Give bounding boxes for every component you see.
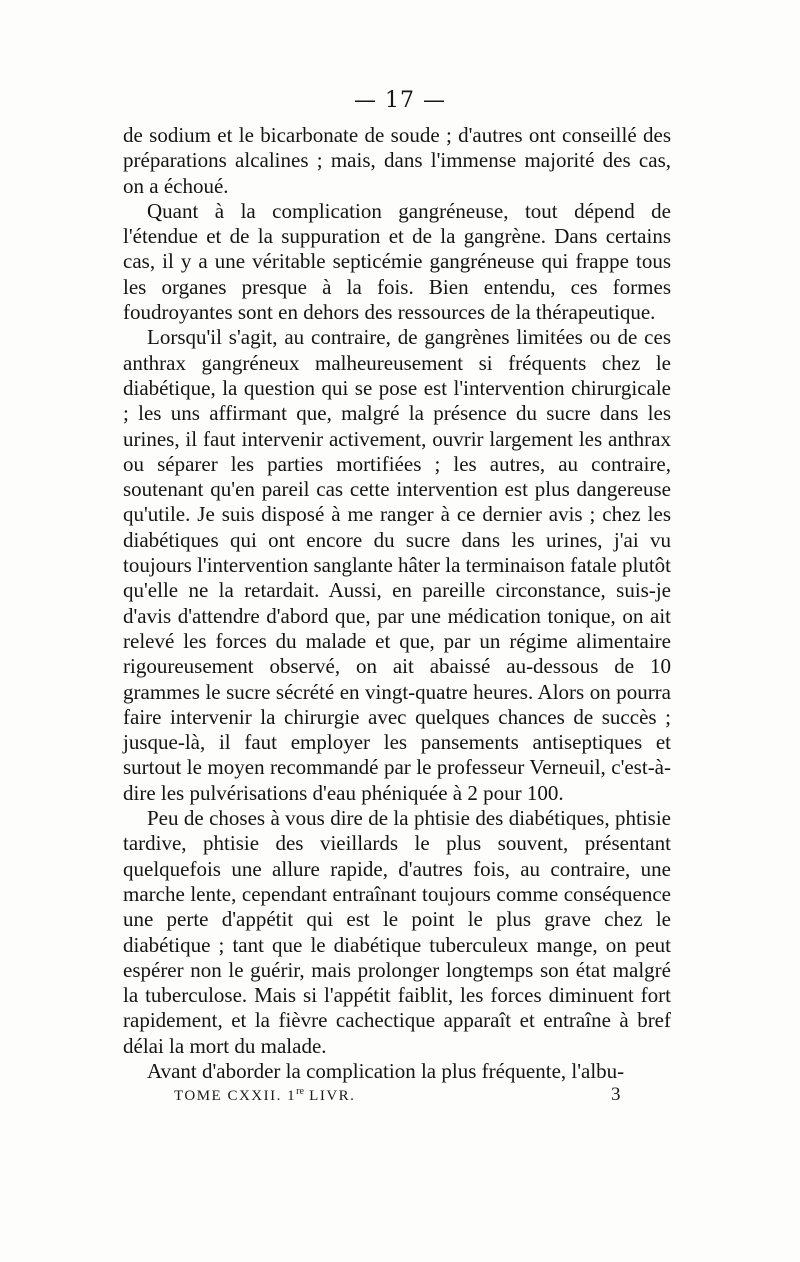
body-text <box>123 123 671 1084</box>
paragraph-gangrene: Quant à la complication gangréneuse, tout dépend de l'étendue et de la suppuration et de la gangrène. Dans certains cas, il y a une véritable septicémie gangréneuse qui frappe tous les organes presque à la fois. Bien entendu, ces formes foudroyantes sont en dehors des ressources de la thérapeutique. <box>123 198 671 325</box>
page-number: — 17 — <box>354 88 446 113</box>
paragraph-continuation: de sodium et le bicarbonate de soude ; d'autres ont conseillé des préparations alcalines ; mais, dans l'immense majorité des cas, on a échoué. <box>123 123 671 198</box>
signature-suffix: LIVR. <box>303 1088 356 1104</box>
sheet-number: 3 <box>611 1084 622 1105</box>
paragraph-anthrax: Lorsqu'il s'agit, au contraire, de gangrènes limitées ou de ces anthrax gangréneux malheureusement si fréquents chez le diabétique, la question qui se pose est l'intervention chirurgicale ; les uns affirmant que, malgré la présence du sucre dans les urines, il faut intervenir activement, ouvrir largement les anthrax ou séparer les parties mortifiées ; les autres, au contraire, soutenant qu'en pareil cas cette intervention est plus dangereuse qu'utile. Je suis disposé à me ranger à ce dernier avis ; chez les diabétiques qui ont encore du sucre dans les urines, j'ai vu toujours l'intervention sanglante hâter la terminaison fatale plutôt qu'elle ne la retardait. Aussi, en pareille circonstance, suis-je d'avis d'attendre d'abord que, par une médication tonique, on ait relevé les forces du malade et que, par un régime alimentaire rigoureusement observé, on ait abaissé au-dessous de 10 grammes le sucre sécrété en vingt-quatre heures. Alors on pourra faire intervenir la chirurgie avec quelques chances de succès ; jusque-là, il faut employer les pansements antiseptiques et surtout le moyen recommandé par le professeur Verneuil, c'est-à-dire les pulvérisations d'eau phéniquée à 2 pour 100. <box>123 325 671 805</box>
signature-prefix: TOME CXXII. 1 <box>174 1088 297 1104</box>
signature-sup: re <box>296 1086 304 1097</box>
paragraph-albuminurie: Avant d'aborder la complication la plus fréquente, l'albu- <box>147 1058 625 1083</box>
paragraph-phtisie: Peu de choses à vous dire de la phtisie des diabétiques, phtisie tardive, phtisie des vieillards le plus souvent, présentant quelquefois une allure rapide, d'autres fois, au contraire, une marche lente, cependant entraînant toujours comme conséquence une perte d'appétit qui est le point le plus grave chez le diabétique ; tant que le diabétique tuberculeux mange, on peut espérer non le guérir, mais prolonger longtemps son état malgré la tuberculose. Mais si l'appétit faiblit, les forces diminuent fort rapidement, et la fièvre cachectique apparaît et entraîne à bref délai la mort du malade. <box>123 806 671 1058</box>
signature-mark <box>174 1086 355 1105</box>
